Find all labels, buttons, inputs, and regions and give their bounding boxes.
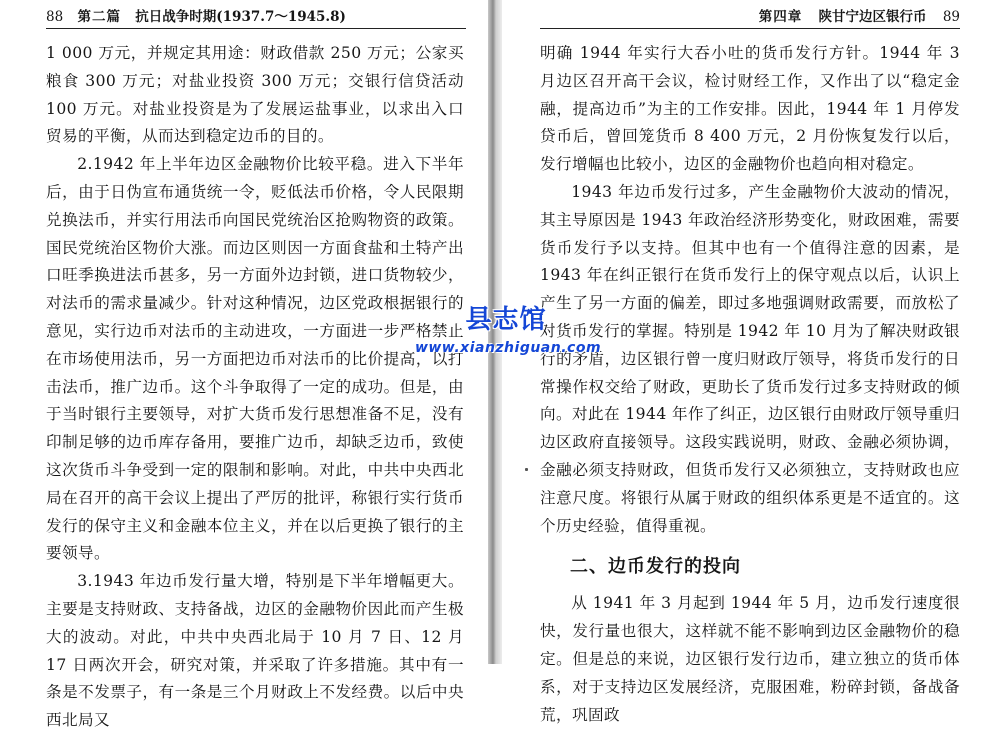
right-paragraph-3: 从 1941 年 3 月起到 1944 年 5 月，边币发行速度很快，发行量也很大，这样就不能不影响到边区金融物价的稳定。但是总的来说，边区银行发行边币，建立独立的货币体系，对于支持边区发展经济，克服困难，粉碎封锁，备战备荒，巩固政 <box>540 594 960 724</box>
left-running-head <box>46 6 466 29</box>
right-header-title: 陕甘宁边区银行币 <box>818 9 927 25</box>
right-running-head <box>540 6 960 29</box>
watermark-logo[interactable]: 县志馆 <box>465 305 547 335</box>
left-header-title: 抗日战争时期(1937.7～1945.8) <box>135 9 346 25</box>
section-heading: 二、边币发行的投向 <box>570 556 741 578</box>
right-paragraph-2: 1943 年边币发行过多，产生金融物价大波动的情况，其主导原因是 1943 年政治经济形势变化，财政困难，需要货币发行予以支持。但其中也有一个值得注意的因素，是 1943 年在纠正银行在货币发行上的保守观点以后，认识上产生了另一方面的偏差，即过多地强调财政需要，而放松了对货币发行的掌握。特别是 1942 年 10 月为了解决财政银行的矛盾，边区银行曾一度归财政厅领导，将货币发行的日常操作权交给了财政，更助长了货币发行过多支持财政的倾向。对此在 1944 年作了纠正，边区银行由财政厅领导重归边区政府直接领导。这段实践说明，财政、金融必须协调，金融必须支持财政，但货币发行又必须独立，支持财政也应注意尺度。将银行从属于财政的组织体系更是不适宜的。这个历史经验，值得重视。 <box>540 182 960 535</box>
watermark-url-link[interactable]: www.xianzhiguan.com <box>414 340 602 356</box>
left-part-label: 第二篇 <box>77 9 121 25</box>
left-paragraph-2: 2.1942 年上半年边区金融物价比较平稳。进入下半年后，由于日伪宣布通货统一令，贬低法币价格，令人民限期兑换法币，并实行用法币向国民党统治区抢购物资的政策。国民党统治区物价大涨。而边区则因一方面食盐和土特产出口旺季换进法币甚多，另一方面外边封锁，进口货物较少，对法币的需求量减少。针对这种情况，边区党政根据银行的意见，实行边币对法币的主动进攻，一方面进一步严格禁止在市场使用法币，另一方面把边币对法币的比价提高，以打击法币，推广边币。这个斗争取得了一定的成功。但是，由于当时银行主要领导，对扩大货币发行思想准备不足，没有印制足够的边币库存备用，要推广边币，却缺乏边币，致使这次货币斗争受到一定的限制和影响。对此，中共中央西北局在召开的高干会议上提出了严厉的批评，称银行实行货币发行的保守主义和金融本位主义，并在以后更换了银行的主要领导。 <box>46 155 464 563</box>
left-page-number: 88 <box>46 9 64 25</box>
left-page <box>0 0 488 730</box>
right-paragraph-1: 明确 1944 年实行大吞小吐的货币发行方针。1944 年 3 月边区召开高干会议，检讨财经工作，又作出了以“稳定金融，提高边币”为主的工作安排。因此，1944 年 1 月停发贷币后，曾回笼货币 8 400 万元，2 月份恢复发行以后，发行增幅也比较小，边区的金融物价也趋向相对稳定。 <box>540 44 960 174</box>
left-paragraph-3: 3.1943 年边币发行量大增，特别是下半年增幅更大。主要是支持财政、支持备战，边区的金融物价因此而产生极大的波动。对此，中共中央西北局于 10 月 7 日、12 月 17 日两次开会，研究对策，并采取了许多措施。其中有一条是不发票子，有一条是三个月财政上不发经费。以后中央西北局又 <box>46 572 464 730</box>
left-paragraph-1: 1 000 万元，并规定其用途：财政借款 250 万元；公家买粮食 300 万元；对盐业投资 300 万元；交银行信贷活动 100 万元。对盐业投资是为了发展运盐事业，以求出入口贸易的平衡，从而达到稳定边币的目的。 <box>46 44 464 146</box>
margin-dot <box>525 468 528 471</box>
left-body-text <box>46 40 464 735</box>
right-page-number: 89 <box>942 9 960 25</box>
site-watermark[interactable] <box>414 304 602 356</box>
right-body-text <box>540 40 960 729</box>
right-chapter-label: 第四章 <box>758 9 803 25</box>
